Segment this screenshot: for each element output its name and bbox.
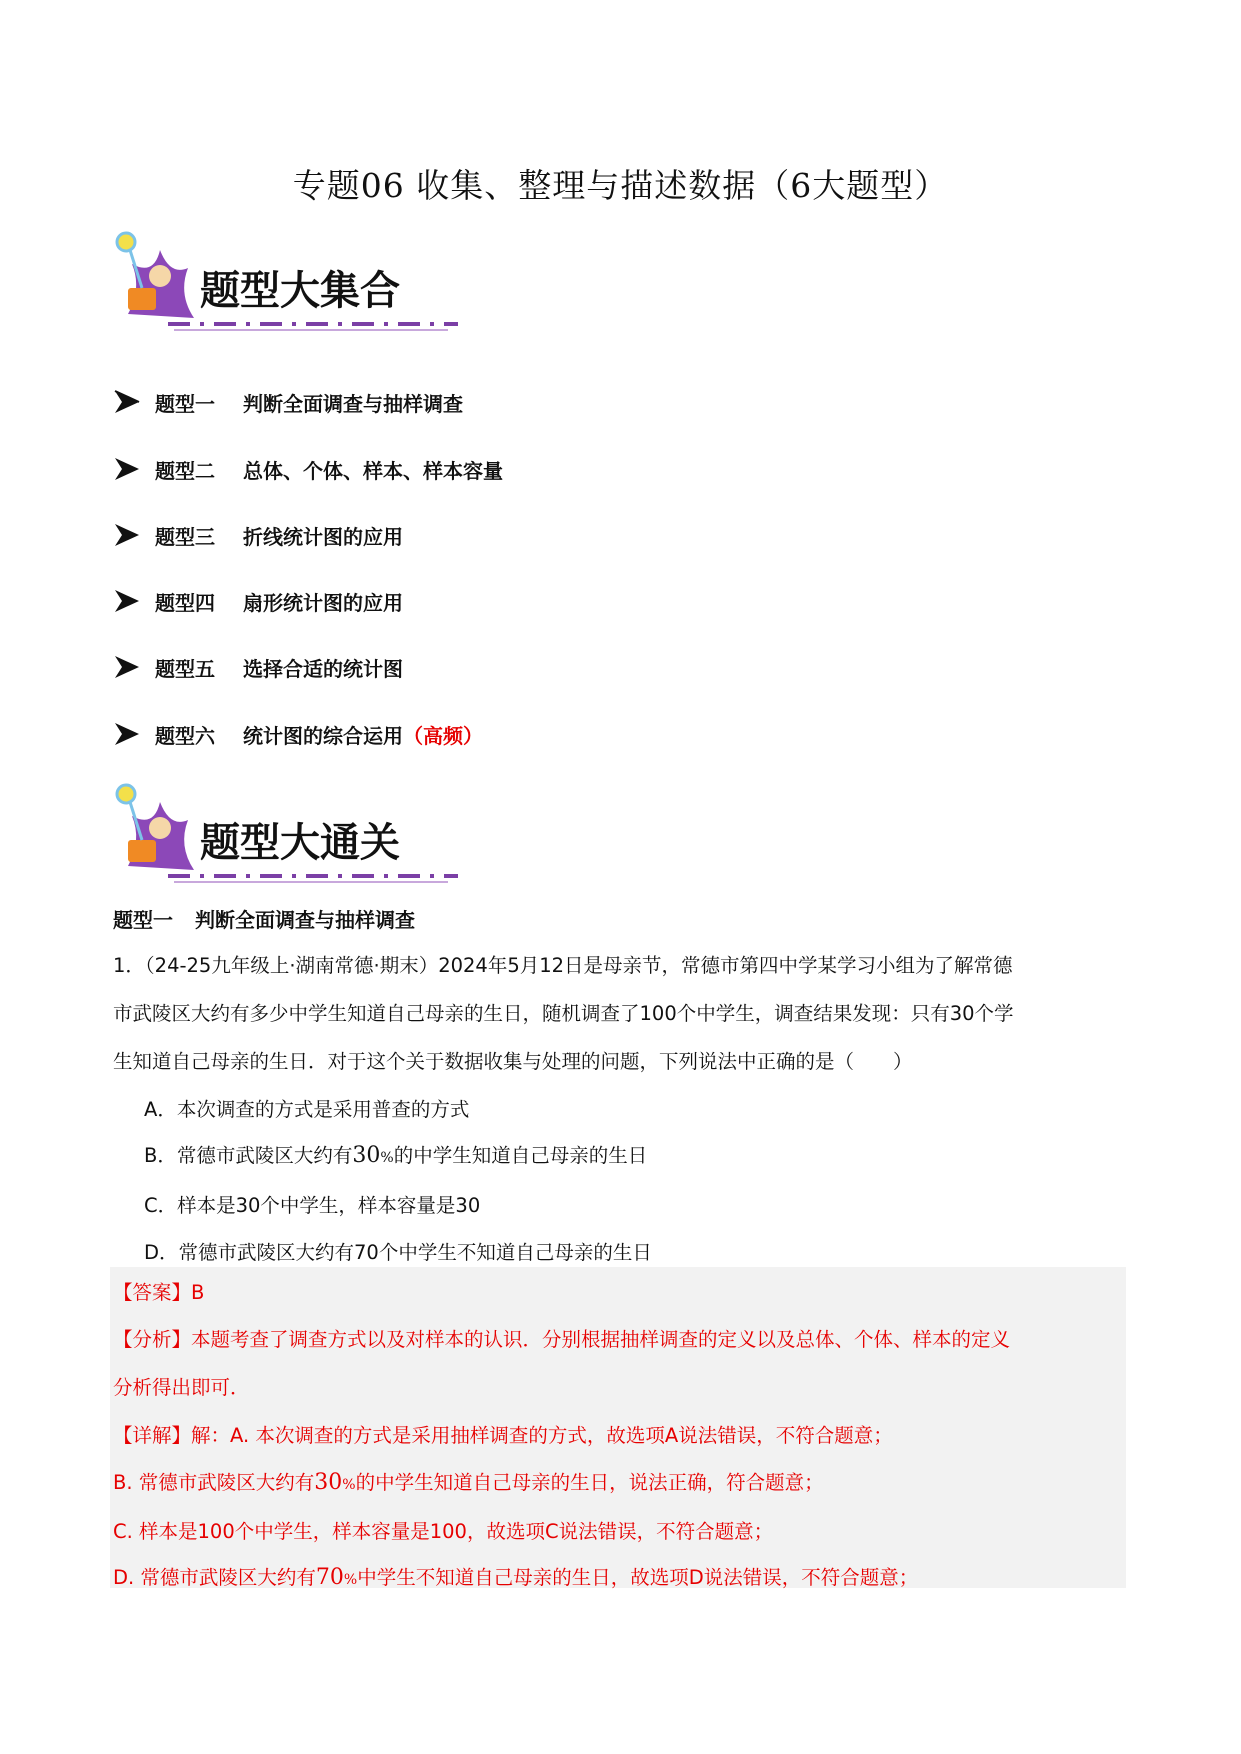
banner-question-types-practice: [108, 780, 468, 892]
section-heading: [113, 904, 415, 933]
option-b-text: B．常德市武陵区大约有: [144, 1144, 353, 1167]
toc-label: 扇形统计图的应用: [243, 590, 403, 615]
question-text-line-2: 市武陵区大约有多少中学生知道自己母亲的生日，随机调查了100个中学生，调查结果发现：只有30个学: [113, 1002, 1014, 1025]
question-text-line-1: 1．（24-25九年级上·湖南常德·期末）2024年5月12日是母亲节，常德市第四中学某学习小组为了解常德: [113, 954, 1013, 977]
arrow-bullet-icon: [113, 588, 141, 614]
arrow-bullet-icon: [113, 389, 141, 415]
analysis-line-2: 分析得出即可．: [113, 1376, 250, 1399]
arrow-bullet-icon: [113, 456, 141, 482]
section-number: 题型一: [113, 908, 173, 932]
high-frequency-tag: （高频）: [403, 723, 483, 748]
toc-number: 题型六: [155, 723, 215, 748]
toc-label: 折线统计图的应用: [243, 524, 403, 549]
detail-line-d: D. 常德市武陵区大约有70%中学生不知道自己母亲的生日，故选项D说法错误，不符合题意；: [113, 1565, 919, 1590]
toc-label: 总体、个体、样本、样本容量: [243, 458, 503, 483]
detail-line-c: C. 样本是100个中学生，样本容量是100，故选项C说法错误，不符合题意；: [113, 1520, 774, 1543]
toc-number: 题型三: [155, 524, 215, 549]
analysis-line-1: 【分析】本题考查了调查方式以及对样本的认识．分别根据抽样调查的定义以及总体、个体、样本的定义: [113, 1328, 1011, 1351]
toc-item-4[interactable]: [113, 584, 403, 618]
toc-number: 题型二: [155, 458, 215, 483]
percent-value: 30%: [314, 1470, 356, 1495]
option-b[interactable]: [144, 1140, 647, 1168]
toc-item-1[interactable]: [113, 385, 463, 419]
wizard-banner-image: [108, 228, 468, 340]
detail-line-a: 【详解】解：A. 本次调查的方式是采用抽样调查的方式，故选项A说法错误，不符合题意；: [113, 1424, 893, 1447]
option-b-text-rest: 的中学生知道自己母亲的生日: [393, 1144, 648, 1167]
wizard-banner-image: [108, 780, 468, 892]
detail-line-b: B. 常德市武陵区大约有30%的中学生知道自己母亲的生日，说法正确，符合题意；: [113, 1470, 824, 1495]
toc-label: 统计图的综合运用: [243, 723, 403, 748]
toc-number: 题型一: [155, 391, 215, 416]
svg-text:题型大通关: 题型大通关: [200, 819, 400, 866]
option-c[interactable]: C．样本是30个中学生，样本容量是30: [144, 1194, 481, 1217]
arrow-bullet-icon: [113, 522, 141, 548]
svg-text:题型大集合: 题型大集合: [200, 267, 400, 314]
toc-item-5[interactable]: [113, 650, 403, 684]
banner-question-types-collection: [108, 228, 468, 340]
toc-label: 选择合适的统计图: [243, 656, 403, 681]
toc-item-2[interactable]: [113, 452, 503, 486]
option-d[interactable]: D．常德市武陵区大约有70个中学生不知道自己母亲的生日: [144, 1241, 652, 1264]
arrow-bullet-icon: [113, 721, 141, 747]
toc-number: 题型五: [155, 656, 215, 681]
toc-label: 判断全面调查与抽样调查: [243, 391, 463, 416]
section-title: 判断全面调查与抽样调查: [195, 908, 415, 932]
toc-item-6[interactable]: [113, 717, 483, 751]
arrow-bullet-icon: [113, 654, 141, 680]
percent-value: 30%: [352, 1143, 394, 1168]
toc-item-3[interactable]: [113, 518, 403, 552]
option-a[interactable]: A．本次调查的方式是采用普查的方式: [144, 1098, 470, 1121]
toc-number: 题型四: [155, 590, 215, 615]
question-text-line-3: 生知道自己母亲的生日．对于这个关于数据收集与处理的问题，下列说法中正确的是（ ）: [113, 1050, 913, 1073]
answer-line: 【答案】B: [113, 1281, 205, 1304]
percent-value: 70%: [315, 1565, 358, 1590]
page-title: 专题06 收集、整理与描述数据（6大题型）: [292, 166, 949, 205]
